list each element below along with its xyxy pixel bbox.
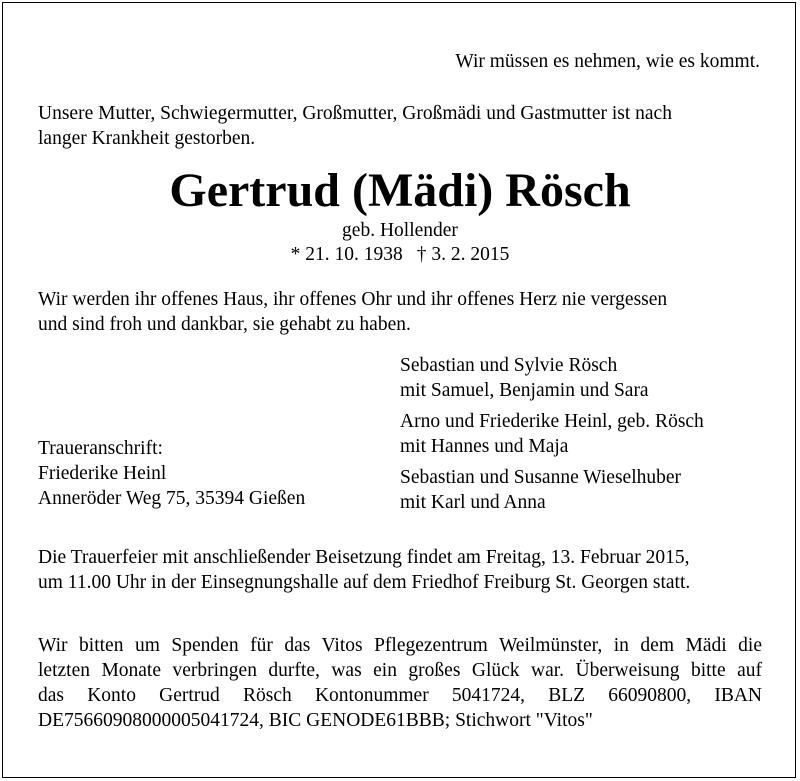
mourner-family [400, 409, 704, 459]
mourner-names: Sebastian und Sylvie Rösch [400, 355, 618, 376]
mourner-children: mit Karl und Anna [400, 492, 546, 513]
donation-line: DE75660908000005041724, BIC GENODE61BBB; Stichwort "Vitos" [38, 710, 593, 731]
donation-line: das Konto Gertrud Rösch Kontonummer 5041724, BLZ 66090800, IBAN [38, 685, 762, 706]
deceased-name: Gertrud (Mädi) Rösch [169, 164, 631, 217]
ceremony-line: um 11.00 Uhr in der Einsegnungshalle auf dem Friedhof Freiburg St. Georgen statt. [38, 572, 691, 593]
mourner-family [400, 353, 649, 403]
address-label: Traueranschrift: [38, 438, 163, 459]
remembrance-line: und sind froh und dankbar, sie gehabt zu haben. [38, 314, 411, 335]
mourning-address [38, 436, 305, 511]
mourner-names: Arno und Friederike Heinl, geb. Rösch [400, 411, 704, 432]
remembrance-text [38, 287, 667, 337]
mourner-names: Sebastian und Susanne Wieselhuber [400, 467, 682, 488]
motto: Wir müssen es nehmen, wie es kommt. [455, 51, 760, 72]
life-dates [0, 242, 800, 267]
mourner-family [400, 465, 681, 515]
birth-name: geb. Hollender [342, 220, 458, 241]
mourner-children: mit Hannes und Maja [400, 436, 569, 457]
intro-line: langer Krankheit gestorben. [38, 128, 256, 149]
address-street: Anneröder Weg 75, 35394 Gießen [38, 488, 306, 509]
ceremony-text [38, 545, 690, 595]
donation-line: Wir bitten um Spenden für das Vitos Pflegezentrum Weilmünster, in dem Mädi die [38, 635, 762, 656]
donation-text [38, 633, 762, 733]
death-date: † 3. 2. 2015 [416, 244, 510, 265]
birth-date: * 21. 10. 1938 [290, 244, 403, 265]
donation-line: letzten Monate verbringen durfte, was ein großes Glück war. Überweisung bitte auf [38, 660, 762, 681]
intro-text [38, 101, 672, 151]
mourner-children: mit Samuel, Benjamin und Sara [400, 380, 649, 401]
address-name: Friederike Heinl [38, 463, 167, 484]
intro-line: Unsere Mutter, Schwiegermutter, Großmutter, Großmädi und Gastmutter ist nach [38, 103, 672, 124]
remembrance-line: Wir werden ihr offenes Haus, ihr offenes Ohr und ihr offenes Herz nie vergessen [38, 289, 668, 310]
ceremony-line: Die Trauerfeier mit anschließender Beisetzung findet am Freitag, 13. Februar 2015, [38, 547, 690, 568]
